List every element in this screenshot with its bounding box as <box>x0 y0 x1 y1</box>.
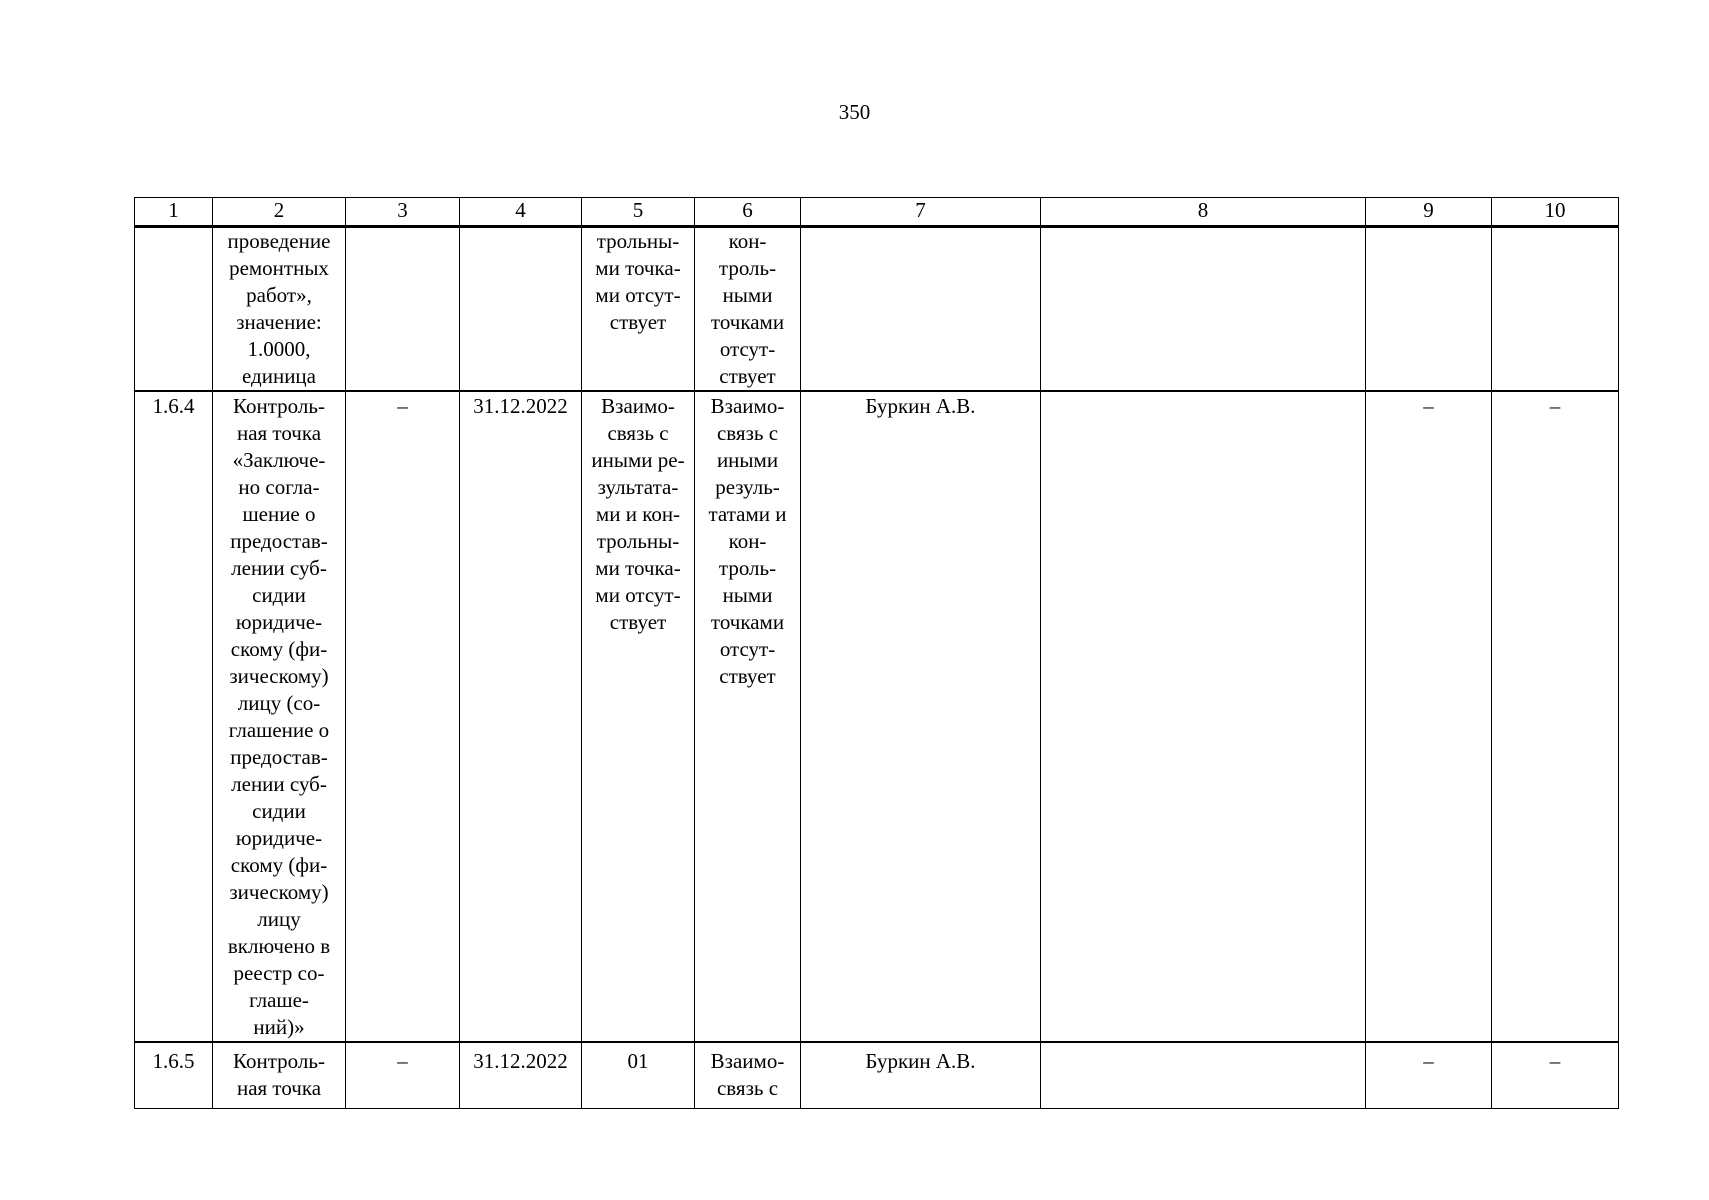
cell-name: Контроль- ная точка «Заключе- но согла- шение о предостав- лении суб- сидии юридиче- скому (фи- зическому) лицу (со- глашение о предостав- лении суб- сидии юридиче- скому (фи- зическому) лицу включено в реестр со- глаше- ний)» <box>213 391 346 1042</box>
cell-number: 1.6.5 <box>135 1042 213 1109</box>
cell-start-date: – <box>346 1042 460 1109</box>
cell-col6: Взаимо- связь с <box>695 1042 801 1109</box>
cell-col9: – <box>1366 391 1492 1042</box>
cell-col6: Взаимо- связь с иными резуль- татами и кон- троль- ными точками отсут- ствует <box>695 391 801 1042</box>
cell-col5: 01 <box>582 1042 695 1109</box>
cell-end-date: 31.12.2022 <box>460 1042 582 1109</box>
column-header-4: 4 <box>460 198 582 227</box>
header-row <box>135 198 1619 227</box>
column-header-9: 9 <box>1366 198 1492 227</box>
column-header-6: 6 <box>695 198 801 227</box>
column-header-10: 10 <box>1492 198 1619 227</box>
column-header-1: 1 <box>135 198 213 227</box>
column-header-3: 3 <box>346 198 460 227</box>
column-header-7: 7 <box>801 198 1041 227</box>
page-number: 350 <box>838 100 871 124</box>
cell-name: проведение ремонтных работ», значение: 1.0000, единица <box>213 227 346 392</box>
cell-end-date: 31.12.2022 <box>460 391 582 1042</box>
cell-col8 <box>1041 227 1366 392</box>
cell-number: 1.6.4 <box>135 391 213 1042</box>
cell-start-date <box>346 227 460 392</box>
cell-end-date <box>460 227 582 392</box>
cell-name: Контроль- ная точка <box>213 1042 346 1109</box>
cell-responsible: Буркин А.В. <box>801 391 1041 1042</box>
table-row <box>135 391 1619 1042</box>
cell-col10: – <box>1492 391 1619 1042</box>
table-row <box>135 1042 1619 1109</box>
cell-col8 <box>1041 391 1366 1042</box>
column-header-5: 5 <box>582 198 695 227</box>
cell-col9: – <box>1366 1042 1492 1109</box>
plan-table <box>134 197 1619 1109</box>
cell-start-date: – <box>346 391 460 1042</box>
cell-col10 <box>1492 227 1619 392</box>
column-header-2: 2 <box>213 198 346 227</box>
cell-col8 <box>1041 1042 1366 1109</box>
cell-responsible <box>801 227 1041 392</box>
cell-responsible: Буркин А.В. <box>801 1042 1041 1109</box>
column-header-8: 8 <box>1041 198 1366 227</box>
cell-number <box>135 227 213 392</box>
cell-col9 <box>1366 227 1492 392</box>
cell-col5: Взаимо- связь с иными ре- зультата- ми и кон- трольны- ми точка- ми отсут- ствует <box>582 391 695 1042</box>
cell-col10: – <box>1492 1042 1619 1109</box>
cell-col5: трольны- ми точка- ми отсут- ствует <box>582 227 695 392</box>
cell-col6: кон- троль- ными точками отсут- ствует <box>695 227 801 392</box>
table-row <box>135 227 1619 392</box>
